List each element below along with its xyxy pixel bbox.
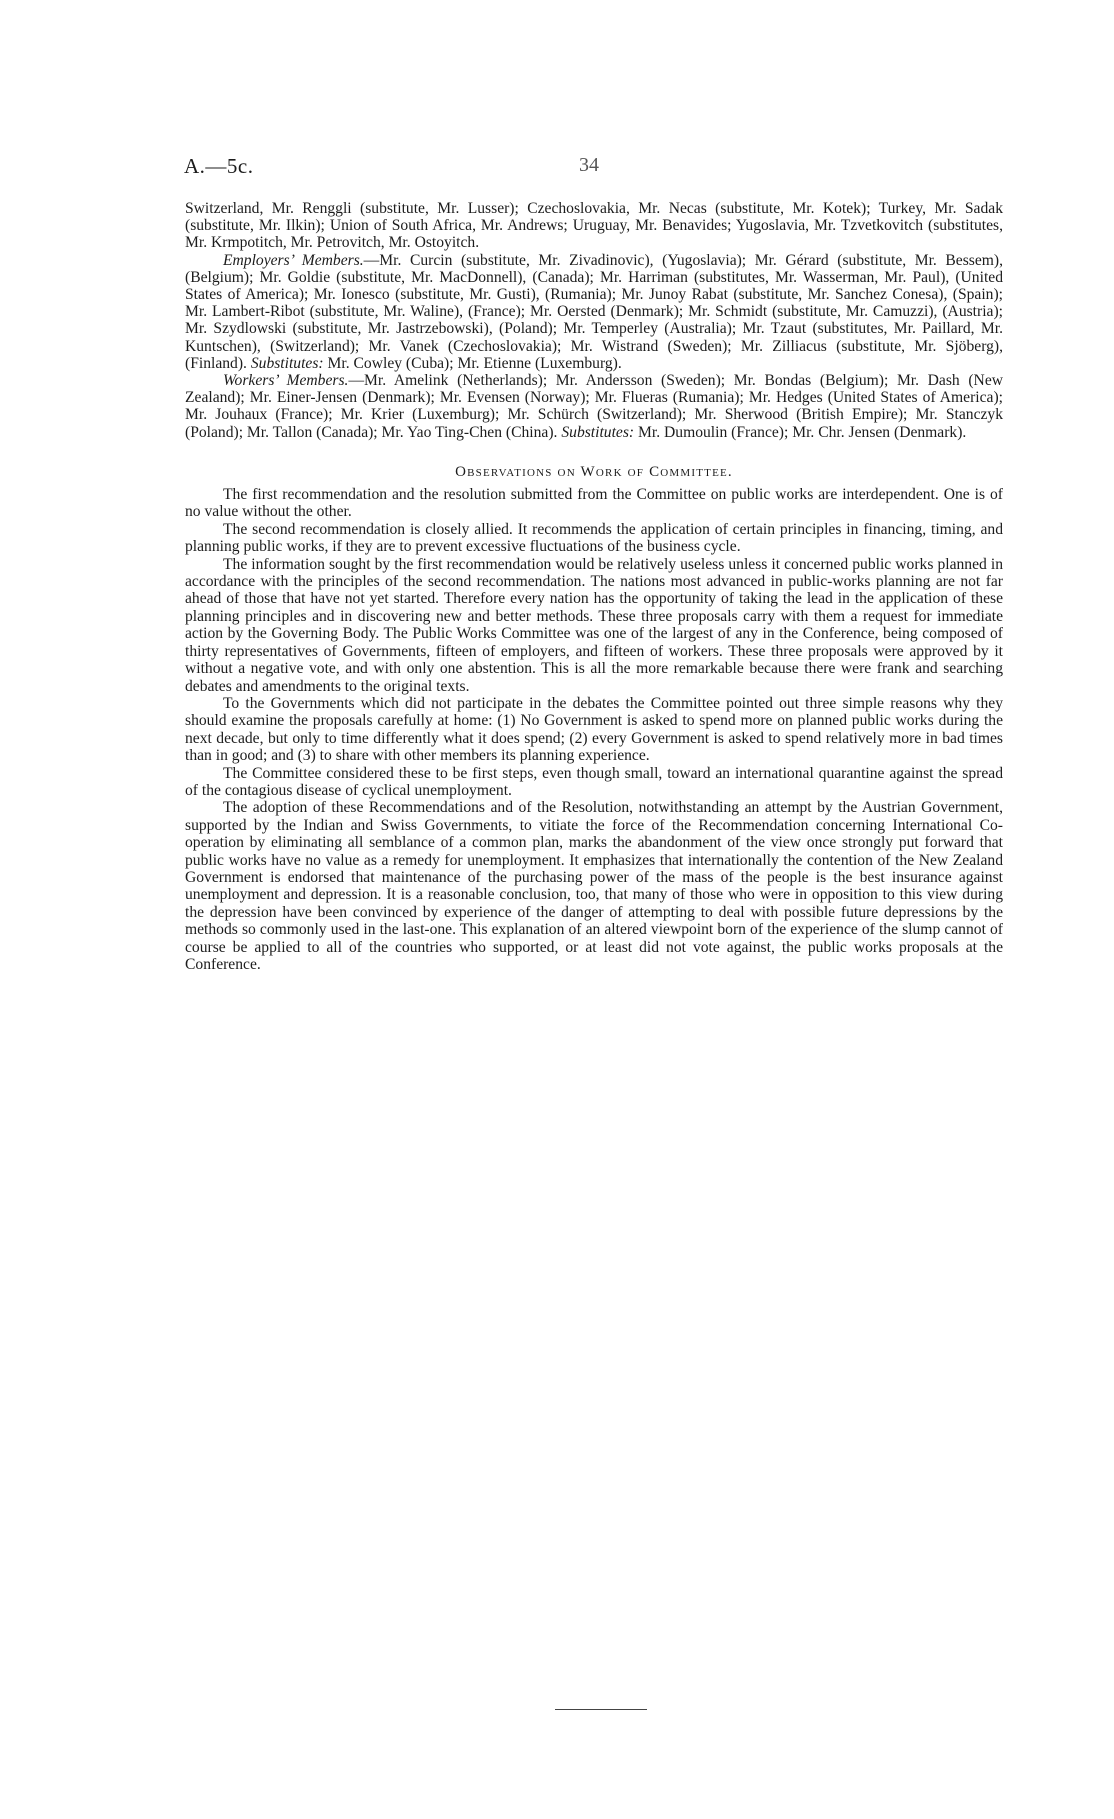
document-reference: A.—5c. (184, 154, 254, 178)
workers-substitutes-label: Substitutes: (561, 423, 635, 441)
observation-paragraph: To the Governments which did not participate in the debates the Committee pointed out three simple reasons why they should examine the proposals carefully at home: (1) No Government is asked to spend more on planned public works during the next decade, but only to time differently what it does spend; (2) every Government is asked to spend relatively more in bad times than in good; and (3) to share with other members its planning experience. (185, 694, 1003, 765)
employers-substitutes-text: Mr. Cowley (Cuba); Mr. Etienne (Luxemburg). (327, 354, 622, 372)
end-rule-divider (555, 1709, 647, 1710)
page-header (184, 154, 1004, 184)
employers-text: —Mr. Curcin (substitute, Mr. Zivadinovic), (Yugoslavia); Mr. Gérard (substitute, Mr. Bessem), (Belgium); Mr. Goldie (substitute, Mr. MacDonnell), (Canada); Mr. Harriman (substitutes, Mr. Wasserman, Mr. Paul), (United States of America); Mr. Ionesco (substitute, Mr. Gusti), (Rumania); Mr. Junoy Rabat (substitute, Mr. Sanchez Conesa), (Spain); Mr. Lambert-Ribot (substitute, Mr. Waline), (France); Mr. Oersted (Denmark); Mr. Schmidt (substitute, Mr. Camuzzi), (Austria); Mr. Szydlowski (substitute, Mr. Jastrzebowski), (Poland); Mr. Temperley (Australia); Mr. Tzaut (substitutes, Mr. Paillard, Mr. Kuntschen), (Switzerland); Mr. Vanek (Czechoslovakia); Mr. Wistrand (Sweden); Mr. Zilliacus (substitute, Mr. Sjöberg), (Finland). (185, 251, 1004, 372)
governments-members-continuation (185, 200, 1003, 252)
workers-text: —Mr. Amelink (Netherlands); Mr. Andersson (Sweden); Mr. Bondas (Belgium); Mr. Dash (New Zealand); Mr. Einer-Jensen (Denmark); Mr. Evensen (Norway); Mr. Flueras (Rumania); Mr. Hedges (United States of America); Mr. Jouhaux (France); Mr. Krier (Luxemburg); Mr. Schürch (Switzerland); Mr. Sherwood (British Empire); Mr. Stanczyk (Poland); Mr. Tallon (Canada); Mr. Yao Ting-Chen (China). (185, 372, 1003, 441)
observation-paragraph: The adoption of these Recommendations and of the Resolution, notwithstanding an attempt by the Austrian Government, supported by the Indian and Swiss Governments, to vitiate the force of the Recommendation concerning International Co-operation by eliminating all semblance of a common plan, marks the abandonment of the view once strongly put forward that public works have no value as a remedy for unemployment. It emphasizes that internationally the contention of the New Zealand Government is endorsed that maintenance of the purchasing power of the mass of the people is the best insurance against unemployment and depression. It is a reasonable conclusion, too, that many of those who were in opposition to this view during the depression have been convinced by experience of the danger of attempting to deal with possible future depressions by the methods so commonly used in the last-one. This explanation of an altered viewpoint born of the experience of the slump cannot of course be applied to all of the countries who supported, or at least did not vote against, the public works proposals at the Conference. (185, 799, 1003, 974)
observation-paragraph: The information sought by the first recommendation would be relatively useless unless it concerned public works planned in accordance with the principles of the second recommendation. The nations most advanced in public-works planning are not far ahead of those that have not yet started. Therefore every nation has the opportunity of taking the lead in the application of these planning principles and in discovering new and better methods. These three proposals carry with them a request for immediate action by the Governing Body. The Public Works Committee was one of the largest of any in the Conference, being composed of thirty representatives of Governments, fifteen of employers, and fifteen of workers. These three proposals were approved by it without a negative vote, and with only one abstention. This is all the more remarkable because there were frank and searching debates and amendments to the original texts. (185, 555, 1003, 695)
employers-label: Employers’ Members. (223, 251, 364, 269)
observation-paragraph: The second recommendation is closely allied. It recommends the application of certain principles in financing, timing, and planning public works, if they are to prevent excessive fluctuations of the business cycle. (185, 520, 1003, 556)
employers-substitutes-label: Substitutes: (250, 354, 324, 372)
workers-substitutes-text: Mr. Dumoulin (France); Mr. Chr. Jensen (Denmark). (638, 423, 967, 441)
employers-members-paragraph (185, 252, 1003, 372)
page-body (185, 200, 1003, 973)
page-number: 34 (579, 154, 599, 176)
observation-paragraph: The first recommendation and the resolution submitted from the Committee on public works are interdependent. One is of no value without the other. (185, 486, 1003, 521)
governments-text: Switzerland, Mr. Renggli (substitute, Mr. Lusser); Czechoslovakia, Mr. Necas (substitute, Mr. Kotek); Turkey, Mr. Sadak (substitute, Mr. Ilkin); Union of South Africa, Mr. Andrews; Uruguay, Mr. Benavides; Yugoslavia, Mr. Tzvetkovitch (substitutes, Mr. Krmpotitch, Mr. Petrovitch, Mr. Ostoyitch. (185, 200, 1003, 252)
workers-members-paragraph (185, 372, 1003, 441)
observations-heading: Observations on Work of Committee. (455, 463, 733, 480)
workers-label: Workers’ Members. (223, 372, 349, 390)
observation-paragraph: The Committee considered these to be first steps, even though small, toward an international quarantine against the spread of the contagious disease of cyclical unemployment. (185, 764, 1003, 799)
observations-section (185, 486, 1003, 973)
